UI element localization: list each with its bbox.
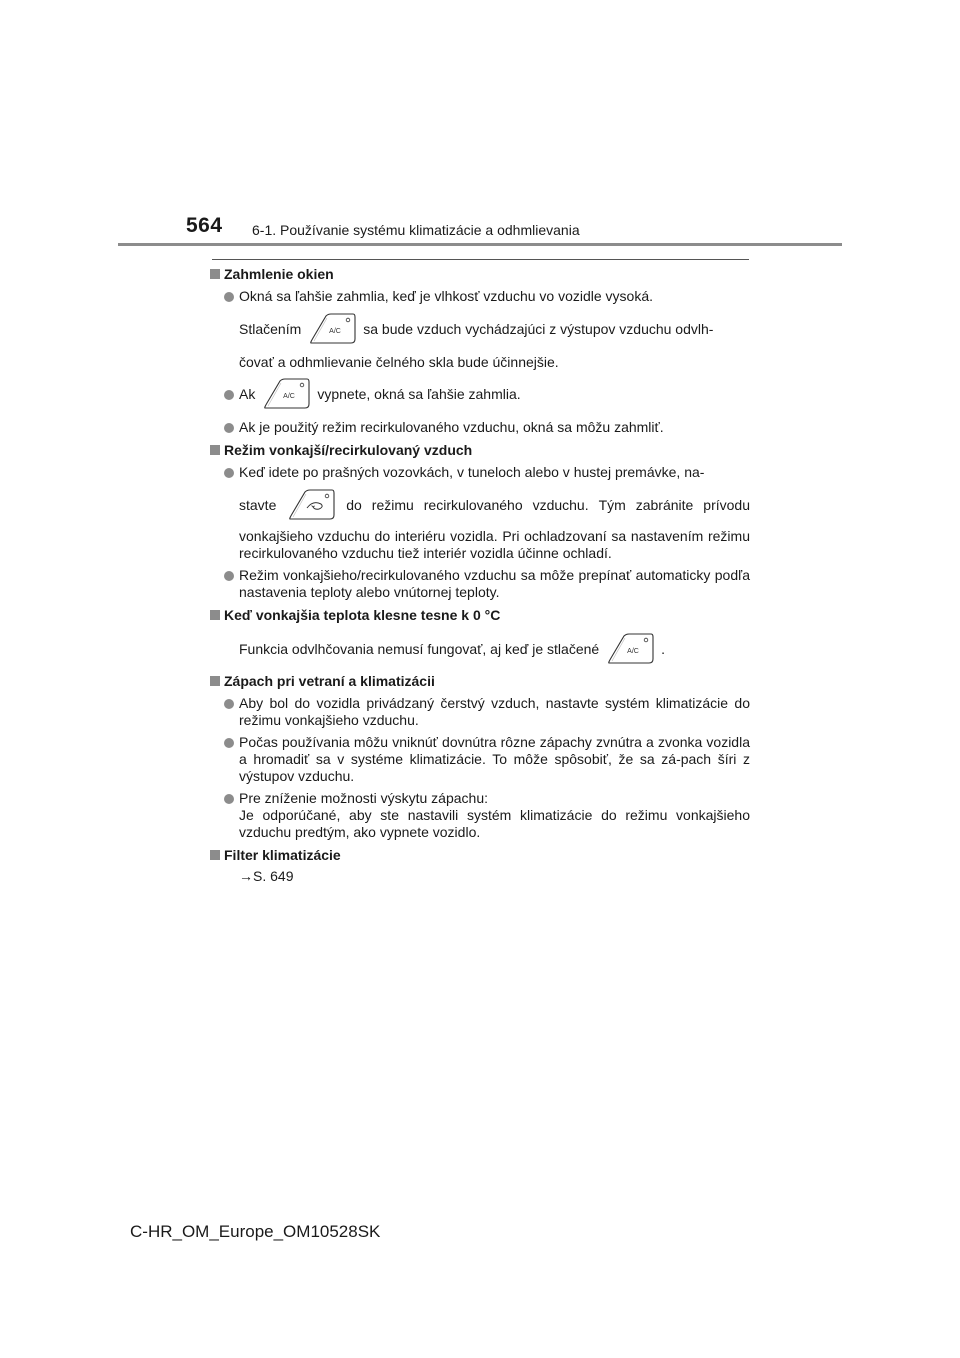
bullet-item: Aby bol do vozidla privádzaný čerstvý vzduch, nastavte systém klimatizácie do režimu vonkajšieho vzduchu. <box>210 695 750 729</box>
footer-doc-code: C-HR_OM_Europe_OM10528SK <box>130 1222 381 1241</box>
inline-icon-line: Stlačením A/C sa bude vzduch vychádzajúci z výstupov vzduchu odvlh- <box>239 312 750 346</box>
round-bullet-icon <box>224 738 234 748</box>
page-reference: →S. 649 <box>239 868 294 884</box>
square-bullet-icon <box>210 850 220 860</box>
ac-button-icon <box>307 312 357 346</box>
air-recirculation-button-icon <box>286 488 336 522</box>
inline-icon-line: Funkcia odvlhčovania nemusí fungovať, aj keď je stlačené A/C . <box>239 632 750 666</box>
page-number: 564 <box>186 214 223 237</box>
section-heading-filter: Filter klimatizácie <box>210 847 750 864</box>
round-bullet-icon <box>224 292 234 302</box>
round-bullet-icon <box>224 571 234 581</box>
arrow-right-icon: → <box>239 868 253 884</box>
section-heading-cold: Keď vonkajšia teplota klesne tesne k 0 °C <box>210 607 750 624</box>
page-content <box>210 266 750 885</box>
ac-button-icon <box>261 377 311 411</box>
round-bullet-icon <box>224 423 234 433</box>
section-title: 6-1. Používanie systému klimatizácie a odhmlievania <box>252 222 580 238</box>
section-heading-fogging: Zahmlenie okien <box>210 266 750 283</box>
square-bullet-icon <box>210 676 220 686</box>
ac-button-icon <box>605 632 655 666</box>
svg-text:A/C: A/C <box>283 393 296 400</box>
section-heading-odor: Zápach pri vetraní a klimatizácii <box>210 673 750 690</box>
paragraph-ac-dehumidify: Stlačením A/C sa bude vzduch vychádzajúci z výstupov vzduchu odvlh- čovať a odhmlievanie čelného skla bude účinnejšie. <box>210 312 750 371</box>
content-divider <box>212 259 749 260</box>
paragraph-cold <box>210 632 750 666</box>
bullet-item: Pre zníženie možnosti výskytu zápachu: Je odporúčané, aby ste nastavili systém klimatizácie do režimu vonkajšieho vzduchu predtým, ako vypnete vozidlo. <box>210 790 750 841</box>
svg-text:A/C: A/C <box>329 328 342 335</box>
section-heading-air-mode: Režim vonkajší/recirkulovaný vzduch <box>210 442 750 459</box>
inline-icon-line: Ak A/C vypnete, okná sa ľahšie zahmlia. <box>239 377 750 411</box>
bullet-item: Ak je použitý režim recirkulovaného vzduchu, okná sa môžu zahmliť. <box>210 419 750 436</box>
bullet-item: Počas používania môžu vniknúť dovnútra rôzne zápachy zvnútra a zvonka vozidla a hromadiť sa v systéme klimatizácie. To môže spôsobiť, že sa zá-pach šíri z výstupov vzduchu. <box>210 734 750 785</box>
header-divider <box>118 243 842 246</box>
bullet-item: Okná sa ľahšie zahmlia, keď je vlhkosť vzduchu vo vozidle vysoká. <box>210 288 750 305</box>
round-bullet-icon <box>224 390 234 400</box>
bullet-item <box>210 377 750 411</box>
square-bullet-icon <box>210 269 220 279</box>
bullet-item: Režim vonkajšieho/recirkulovaného vzduchu sa môže prepínať automaticky podľa nastavenia teploty alebo vnútornej teploty. <box>210 567 750 601</box>
square-bullet-icon <box>210 445 220 455</box>
svg-text:A/C: A/C <box>627 648 640 655</box>
round-bullet-icon <box>224 699 234 709</box>
bullet-item: Keď idete po prašných vozovkách, v tuneloch alebo v hustej premávke, na- stavte do režimu recirkulovaného vzduchu. Tým zabránite prívodu vonkajšieho vzduchu do interiéru vozidla. Pri ochladzovaní sa nastavením režimu recirkulovaného vzduchu tiež interiér vozidla účinne ochladí. <box>210 464 750 562</box>
inline-icon-line: stavte do režimu recirkulovaného vzduchu. Tým zabránite prívodu <box>239 488 750 522</box>
round-bullet-icon <box>224 794 234 804</box>
square-bullet-icon <box>210 610 220 620</box>
round-bullet-icon <box>224 468 234 478</box>
